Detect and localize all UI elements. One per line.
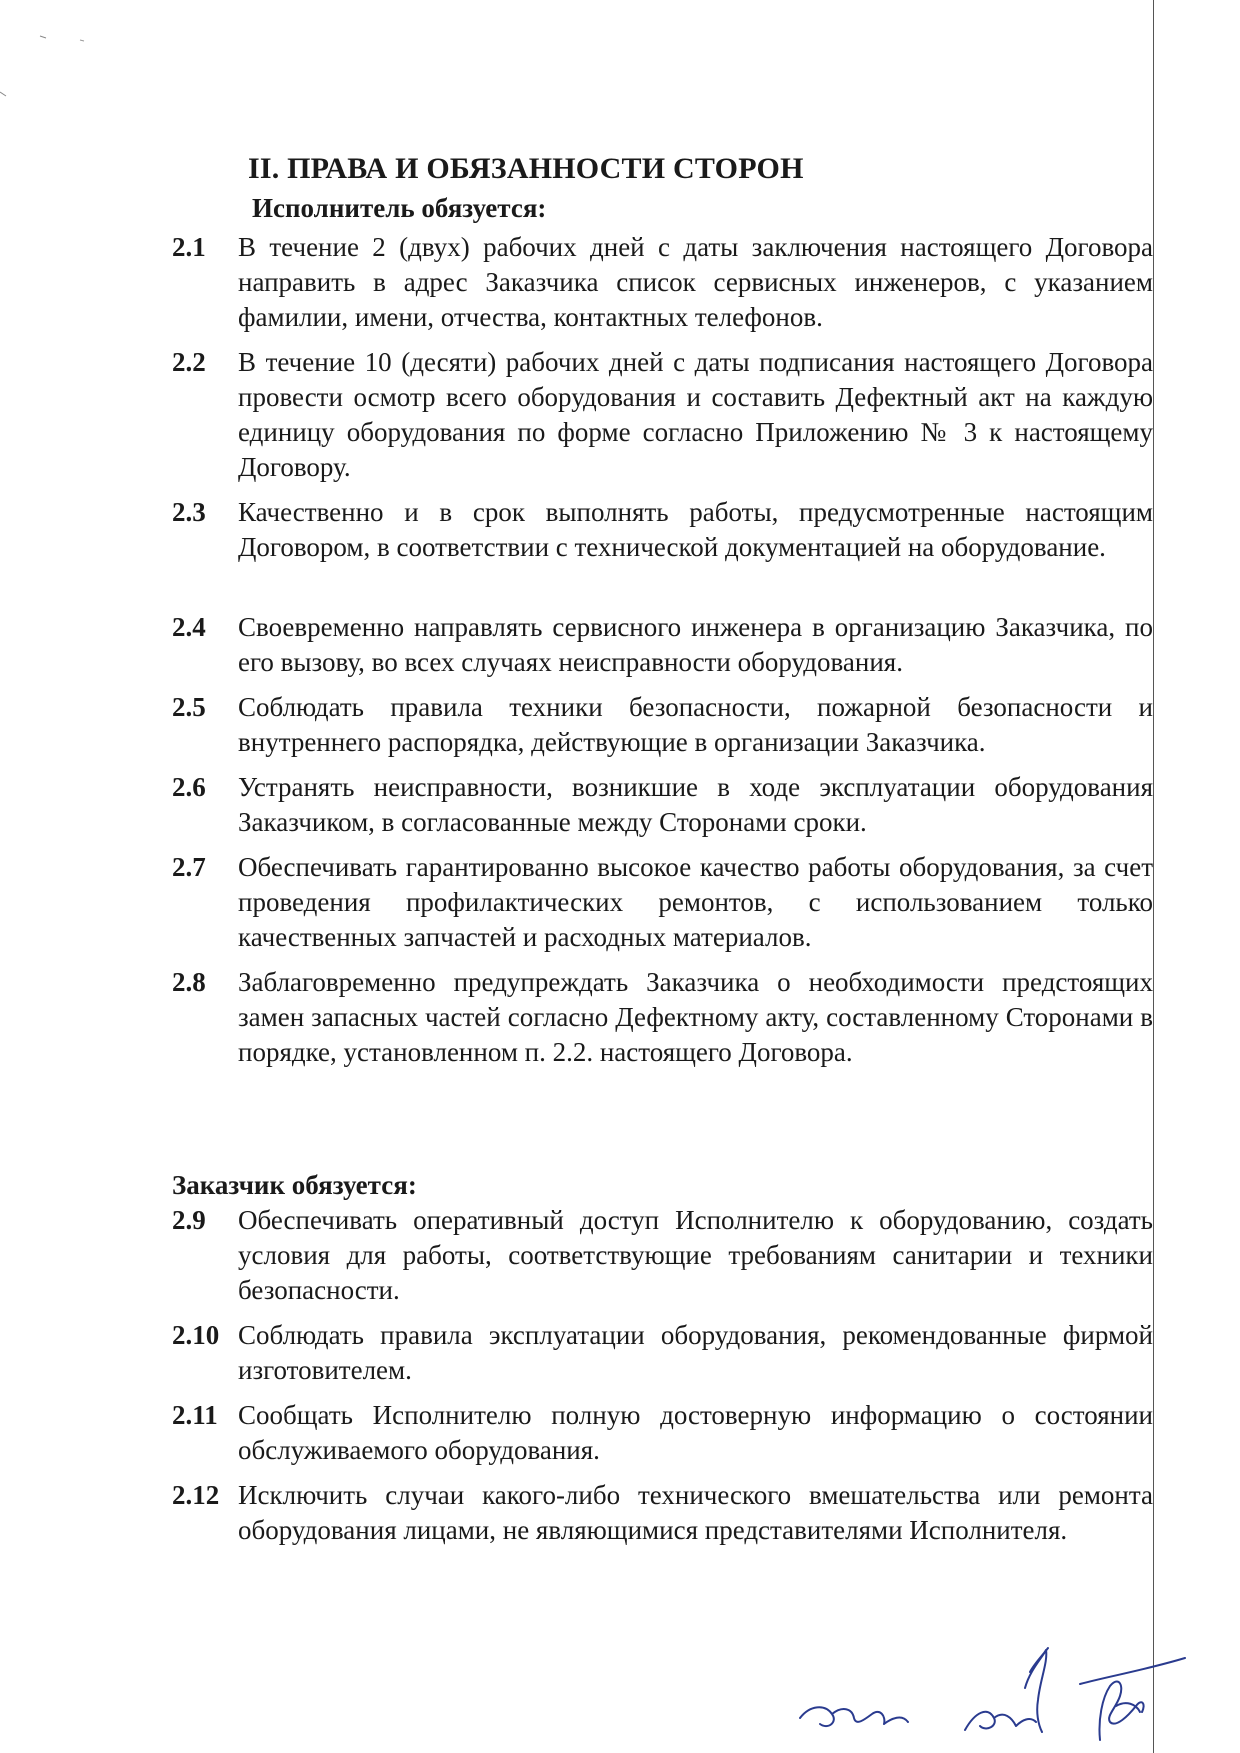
clause-text: Соблюдать правила техники безопасности, пожарной безопасности и внутреннего распорядка, действующие в организации Заказчика. (238, 692, 1153, 757)
clause-number: 2.3 (172, 497, 206, 527)
clause-number: 2.5 (172, 692, 206, 722)
clause-number: 2.1 (172, 232, 206, 262)
clause-number: 2.7 (172, 852, 206, 882)
signature-3 (1080, 1658, 1185, 1740)
clause-text: Соблюдать правила эксплуатации оборудования, рекомендованные фирмой изготовителем. (238, 1320, 1153, 1385)
signature-1 (800, 1707, 908, 1726)
clause-number: 2.10 (172, 1320, 220, 1350)
clause-number: 2.4 (172, 612, 206, 642)
signature-2 (965, 1712, 1036, 1730)
clause-number: 2.8 (172, 967, 206, 997)
clause-number: 2.6 (172, 772, 206, 802)
clause-number: 2.12 (172, 1480, 220, 1510)
clause-text: Сообщать Исполнителю полную достоверную информацию о состоянии обслуживаемого оборудования. (238, 1400, 1153, 1465)
clause-text: В течение 2 (двух) рабочих дней с даты заключения настоящего Договора направить в адрес Заказчика список сервисных инженеров, с указанием фамилии, имени, отчества, контактных телефонов. (238, 232, 1153, 332)
executor-heading: Исполнитель обязуется: (252, 193, 547, 223)
clause-text: Качественно и в срок выполнять работы, предусмотренные настоящим Договором, в соответствии с технической документацией на оборудование. (238, 497, 1153, 562)
clause-text: Обеспечивать гарантированно высокое качество работы оборудования, за счет проведения профилактических ремонтов, с использованием только качественных запчастей и расходных материалов. (238, 852, 1153, 952)
clause-text: Своевременно направлять сервисного инженера в организацию Заказчика, по его вызову, во всех случаях неисправности оборудования. (238, 612, 1153, 677)
clause-text: Обеспечивать оперативный доступ Исполнителю к оборудованию, создать условия для работы, соответствующие требованиям санитарии и техники безопасности. (238, 1205, 1153, 1305)
handwritten-signatures (780, 1600, 1200, 1750)
clause-text: В течение 10 (десяти) рабочих дней с даты подписания настоящего Договора провести осмотр всего оборудования и составить Дефектный акт на каждую единицу оборудования по форме согласно Приложению № 3 к настоящему Договору. (238, 347, 1153, 482)
customer-heading: Заказчик обязуется: (172, 1170, 417, 1200)
clause-text: Исключить случаи какого-либо технического вмешательства или ремонта оборудования лицами, не являющимися представителями Исполнителя. (238, 1480, 1153, 1545)
clause-text: Устранять неисправности, возникшие в ходе эксплуатации оборудования Заказчиком, в согласованные между Сторонами сроки. (238, 772, 1153, 837)
clause-number: 2.2 (172, 347, 206, 377)
scan-noise-marks (0, 0, 120, 120)
clause-number: 2.9 (172, 1205, 206, 1235)
section-title: II. ПРАВА И ОБЯЗАННОСТИ СТОРОН (248, 152, 804, 185)
clause-text: Заблаговременно предупреждать Заказчика о необходимости предстоящих замен запасных частей согласно Дефектному акту, составленному Сторонами в порядке, установленном п. 2.2. настоящего Договора. (238, 967, 1153, 1067)
clause-number: 2.11 (172, 1400, 218, 1430)
page-edge-line (1153, 0, 1154, 1753)
